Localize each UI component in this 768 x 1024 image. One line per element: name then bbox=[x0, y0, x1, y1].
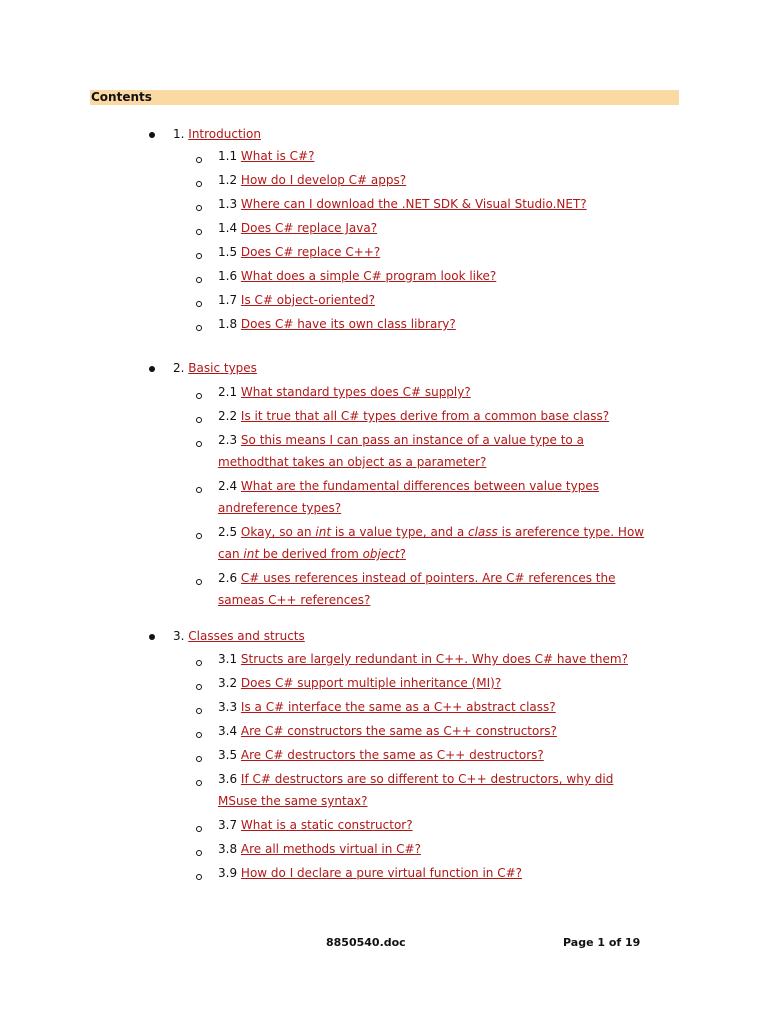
toc-item-label bbox=[218, 313, 678, 335]
toc-item-line bbox=[218, 429, 678, 451]
toc-item-label bbox=[218, 145, 678, 167]
toc-item-label bbox=[218, 567, 678, 611]
toc-item-link[interactable]: Is C# object-oriented? bbox=[240, 293, 375, 307]
toc-item-number: 1.4 bbox=[218, 221, 238, 235]
toc-item-label bbox=[218, 648, 678, 670]
toc-item-line bbox=[218, 648, 678, 670]
toc-item-number: 2.5 bbox=[218, 525, 238, 539]
toc-section-link[interactable]: Basic types bbox=[188, 361, 257, 375]
toc-item-link[interactable]: andreference types? bbox=[218, 501, 342, 515]
toc-item-link[interactable]: sameas C++ references? bbox=[218, 593, 371, 607]
toc-item-line bbox=[218, 790, 678, 812]
circle-bullet-icon bbox=[196, 253, 202, 259]
toc-item-link[interactable]: Does C# support multiple inheritance (MI)? bbox=[240, 676, 502, 690]
toc-item-link[interactable]: methodthat takes an object as a parameter? bbox=[218, 455, 487, 469]
toc-item-link[interactable]: Are all methods virtual in C#? bbox=[240, 842, 421, 856]
toc-item-line bbox=[218, 814, 678, 836]
toc-item-link[interactable]: object bbox=[362, 547, 400, 561]
footer-page-number: Page 1 of 19 bbox=[563, 936, 641, 949]
toc-item-number: 3.9 bbox=[218, 866, 238, 880]
toc-section-label bbox=[173, 358, 257, 378]
toc-section-number: 2. bbox=[173, 361, 185, 375]
toc-item-label bbox=[218, 241, 678, 263]
toc-item-label bbox=[218, 814, 678, 836]
circle-bullet-icon bbox=[196, 393, 202, 399]
toc-section-number: 1. bbox=[173, 127, 185, 141]
bullet-icon bbox=[149, 132, 155, 138]
toc-item-line bbox=[218, 521, 678, 543]
toc-item-link[interactable]: What standard types does C# supply? bbox=[240, 385, 471, 399]
toc-item-line bbox=[218, 193, 678, 215]
circle-bullet-icon bbox=[196, 417, 202, 423]
toc-item-link[interactable]: Are C# destructors the same as C++ destructors? bbox=[240, 748, 544, 762]
toc-item-number: 1.1 bbox=[218, 149, 238, 163]
toc-item-link[interactable]: Does C# replace Java? bbox=[240, 221, 378, 235]
toc-section-link[interactable]: Introduction bbox=[188, 127, 261, 141]
toc-item-label bbox=[218, 862, 678, 884]
toc-item-label bbox=[218, 289, 678, 311]
toc-item-number: 1.2 bbox=[218, 173, 238, 187]
circle-bullet-icon bbox=[196, 157, 202, 163]
toc-item-number: 3.5 bbox=[218, 748, 238, 762]
toc-item-line bbox=[218, 241, 678, 263]
circle-bullet-icon bbox=[196, 325, 202, 331]
toc-item-link[interactable]: is a value type, and a bbox=[331, 525, 468, 539]
toc-item-number: 3.7 bbox=[218, 818, 238, 832]
toc-item-label bbox=[218, 521, 678, 565]
toc-item-number: 2.4 bbox=[218, 479, 238, 493]
toc-item-line bbox=[218, 862, 678, 884]
toc-item-line bbox=[218, 405, 678, 427]
toc-item-line bbox=[218, 451, 678, 473]
circle-bullet-icon bbox=[196, 708, 202, 714]
toc-item-label bbox=[218, 475, 678, 519]
toc-item-line bbox=[218, 265, 678, 287]
toc-item-label bbox=[218, 405, 678, 427]
toc-item-number: 1.3 bbox=[218, 197, 238, 211]
toc-item-number: 2.3 bbox=[218, 433, 238, 447]
toc-item-label bbox=[218, 720, 678, 742]
toc-item-line bbox=[218, 313, 678, 335]
toc-item-link[interactable]: Is it true that all C# types derive from a common base class? bbox=[240, 409, 610, 423]
toc-section-label bbox=[173, 124, 261, 144]
circle-bullet-icon bbox=[196, 441, 202, 447]
toc-item-label bbox=[218, 696, 678, 718]
circle-bullet-icon bbox=[196, 533, 202, 539]
toc-item-link[interactable]: What is C#? bbox=[240, 149, 315, 163]
toc-item-line bbox=[218, 744, 678, 766]
toc-item-number: 1.5 bbox=[218, 245, 238, 259]
toc-item-link[interactable]: What are the fundamental differences between value types bbox=[240, 479, 599, 493]
toc-item-number: 3.3 bbox=[218, 700, 238, 714]
toc-item-line bbox=[218, 169, 678, 191]
toc-item-label bbox=[218, 265, 678, 287]
toc-item-link[interactable]: What does a simple C# program look like? bbox=[240, 269, 497, 283]
circle-bullet-icon bbox=[196, 487, 202, 493]
toc-item-line bbox=[218, 696, 678, 718]
toc-item-line bbox=[218, 768, 678, 790]
toc-item-line bbox=[218, 838, 678, 860]
toc-item-link[interactable]: C# uses references instead of pointers. Are C# references the bbox=[240, 571, 616, 585]
contents-heading: Contents bbox=[90, 90, 679, 105]
circle-bullet-icon bbox=[196, 301, 202, 307]
toc-item-line bbox=[218, 381, 678, 403]
toc-item-line bbox=[218, 543, 678, 565]
toc-item-label bbox=[218, 768, 678, 812]
toc-item-link[interactable]: Does C# replace C++? bbox=[240, 245, 381, 259]
toc-item-number: 3.1 bbox=[218, 652, 238, 666]
toc-section-number: 3. bbox=[173, 629, 185, 643]
toc-item-line bbox=[218, 720, 678, 742]
toc-item-link[interactable]: can bbox=[218, 547, 244, 561]
toc-item-number: 1.7 bbox=[218, 293, 238, 307]
circle-bullet-icon bbox=[196, 579, 202, 585]
toc-item-number: 1.6 bbox=[218, 269, 238, 283]
toc-item-link[interactable]: How do I declare a pure virtual function in C#? bbox=[240, 866, 523, 880]
circle-bullet-icon bbox=[196, 826, 202, 832]
circle-bullet-icon bbox=[196, 756, 202, 762]
toc-item-line bbox=[218, 289, 678, 311]
toc-item-line bbox=[218, 567, 678, 589]
toc-item-label bbox=[218, 217, 678, 239]
circle-bullet-icon bbox=[196, 660, 202, 666]
toc-section-link[interactable]: Classes and structs bbox=[188, 629, 305, 643]
toc-item-link[interactable]: Is a C# interface the same as a C++ abstract class? bbox=[240, 700, 556, 714]
toc-item-line bbox=[218, 672, 678, 694]
circle-bullet-icon bbox=[196, 181, 202, 187]
toc-item-line bbox=[218, 475, 678, 497]
circle-bullet-icon bbox=[196, 684, 202, 690]
toc-item-number: 3.4 bbox=[218, 724, 238, 738]
circle-bullet-icon bbox=[196, 277, 202, 283]
bullet-icon bbox=[149, 634, 155, 640]
toc-item-number: 1.8 bbox=[218, 317, 238, 331]
bullet-icon bbox=[149, 366, 155, 372]
toc-item-link[interactable]: Does C# have its own class library? bbox=[240, 317, 456, 331]
toc-item-link[interactable]: What is a static constructor? bbox=[240, 818, 413, 832]
toc-section-label bbox=[173, 626, 305, 646]
circle-bullet-icon bbox=[196, 205, 202, 211]
toc-item-link[interactable]: Okay, so an bbox=[240, 525, 316, 539]
toc-item-link[interactable]: How do I develop C# apps? bbox=[240, 173, 407, 187]
toc-item-number: 2.2 bbox=[218, 409, 238, 423]
toc-item-line bbox=[218, 497, 678, 519]
toc-item-number: 3.8 bbox=[218, 842, 238, 856]
toc-item-label bbox=[218, 672, 678, 694]
toc-item-label bbox=[218, 169, 678, 191]
toc-item-link[interactable]: int bbox=[243, 547, 260, 561]
footer-filename: 8850540.doc bbox=[326, 936, 406, 949]
circle-bullet-icon bbox=[196, 874, 202, 880]
toc-item-link[interactable]: So this means I can pass an instance of a value type to a bbox=[240, 433, 584, 447]
toc-item-label bbox=[218, 193, 678, 215]
toc-item-link[interactable]: class bbox=[468, 525, 498, 539]
toc-item-link[interactable]: ? bbox=[399, 547, 406, 561]
toc-item-link[interactable]: int bbox=[315, 525, 332, 539]
toc-item-line bbox=[218, 589, 678, 611]
toc-item-line bbox=[218, 217, 678, 239]
toc-item-number: 3.6 bbox=[218, 772, 238, 786]
toc-item-link[interactable]: Structs are largely redundant in C++. Why does C# have them? bbox=[240, 652, 628, 666]
toc-item-link[interactable]: If C# destructors are so different to C++ destructors, why did bbox=[240, 772, 614, 786]
circle-bullet-icon bbox=[196, 732, 202, 738]
toc-item-link[interactable]: MSuse the same syntax? bbox=[218, 794, 368, 808]
toc-item-link[interactable]: Where can I download the .NET SDK & Visual Studio.NET? bbox=[240, 197, 587, 211]
toc-item-label bbox=[218, 838, 678, 860]
toc-item-label bbox=[218, 744, 678, 766]
toc-item-label bbox=[218, 429, 678, 473]
toc-item-number: 3.2 bbox=[218, 676, 238, 690]
toc-item-link[interactable]: be derived from bbox=[259, 547, 363, 561]
toc-item-number: 2.6 bbox=[218, 571, 238, 585]
toc-item-line bbox=[218, 145, 678, 167]
circle-bullet-icon bbox=[196, 850, 202, 856]
circle-bullet-icon bbox=[196, 780, 202, 786]
toc-item-label bbox=[218, 381, 678, 403]
toc-item-number: 2.1 bbox=[218, 385, 238, 399]
toc-item-link[interactable]: Are C# constructors the same as C++ constructors? bbox=[240, 724, 557, 738]
circle-bullet-icon bbox=[196, 229, 202, 235]
toc-item-link[interactable]: is areference type. How bbox=[497, 525, 645, 539]
